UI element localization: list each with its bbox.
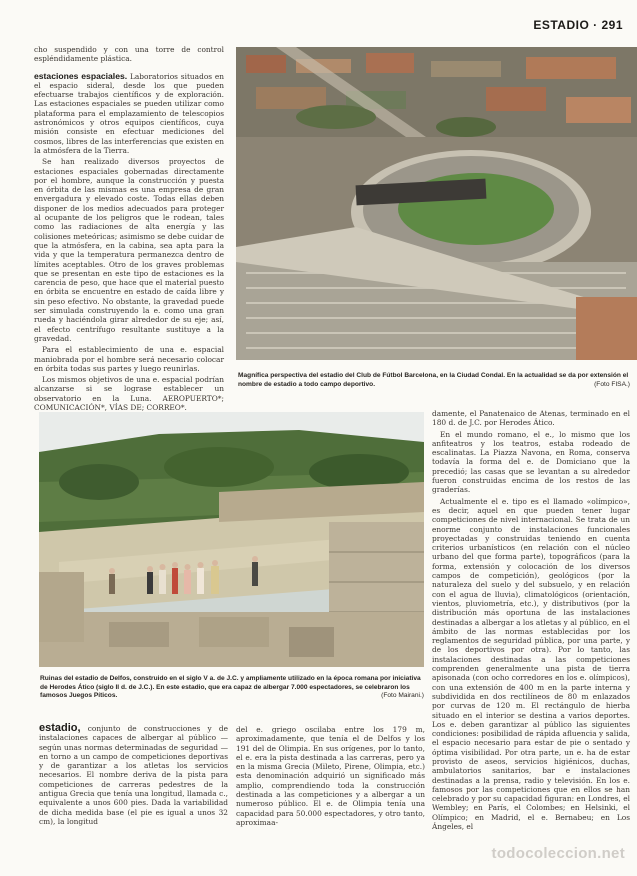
header-separator: · bbox=[593, 18, 602, 32]
stadium-aerial-photo bbox=[236, 47, 637, 360]
entry-estadio bbox=[39, 724, 228, 826]
stadium-aerial-credit: (Foto FISA.) bbox=[594, 380, 630, 388]
stadium-aerial-caption-text: Magnífica perspectiva del estadio del Club de Fútbol Barcelona, en la Ciudad Condal. En la actualidad se da por extensión el nombre de estadio a todo campo deportivo. bbox=[238, 372, 629, 388]
paragraph-3: Para el establecimiento de una e. espacial maniobrada por el hombre será necesario colocar en órbita todas sus partes y luego reunirlas. bbox=[34, 345, 224, 373]
right-paragraph-1: damente, el Panatenaico de Atenas, terminado en el 180 d. de J.C. por Herodes Ático. bbox=[432, 409, 630, 428]
left-column bbox=[34, 45, 224, 414]
stadium-aerial-image bbox=[236, 47, 637, 360]
bottom-left-column bbox=[39, 724, 228, 828]
keyword-estadio: estadio, bbox=[39, 722, 81, 734]
keyword-estaciones: estaciones espaciales. bbox=[34, 70, 128, 81]
page-header bbox=[533, 18, 623, 32]
stadium-aerial-caption bbox=[238, 372, 630, 389]
bottom-middle-text: del e. griego oscilaba entre los 179 m, aproximadamente, que tenía el de Delfos y los 191 del de Olimpia. En sus orígenes, por lo tanto, el e. era la pista destinada a las carreras, pero ya en la misma Grecia (Mileto, Pirene, Olimpia, etc.) esta denominación adquirió un significado más amplio, comprendiendo toda la construcción destinada a las competiciones y a albergar a un numeroso público. El e. de Olimpia tenía una capacidad para 50.000 espectadores, y otro tanto, aproximaa- bbox=[236, 725, 425, 827]
estaciones-text: Laboratorios situados en el espacio sideral, desde los que pueden efectuarse trabajos científicos y de exploración. Las estaciones espaciales se pueden utilizar como plataforma para el emplazamiento de telescopios astronómicos y otros equipos científicos, cuya misión consiste en efectuar mediciones del cosmos, libres de las interferencias que existen en la atmósfera de la Tierra. bbox=[34, 71, 225, 155]
right-column bbox=[432, 409, 630, 833]
watermark-logo: todocoleccion.net bbox=[491, 845, 625, 862]
paragraph-4: Los mismos objetivos de una e. espacial podrían alcanzarse si se lograse establecer un observatorio en la Luna. AEROPUERTO*; COMUNICACIÓN*, VÍAS DE; CORREO*. bbox=[34, 375, 224, 412]
delfos-caption-text: Ruinas del estadio de Delfos, construido en el siglo V a. de J.C. y ampliamente utilizado en la época romana por iniciativa de Herodes Ático (siglo II d. de J.C.). En este estadio, que era capaz de albergar 7.000 espectadores, se celebraron los famosos Juegos Píticos. bbox=[40, 675, 421, 700]
delfos-credit: (Foto Mairani.) bbox=[381, 692, 424, 700]
page-number: 291 bbox=[601, 18, 623, 32]
delfos-stadium-image bbox=[39, 412, 424, 667]
header-title: ESTADIO bbox=[533, 18, 590, 32]
entry-estaciones bbox=[34, 72, 224, 156]
paragraph-2: Se han realizado diversos proyectos de estaciones espaciales gobernadas directamente por el hombre, aunque la construcción y puesta en órbita de las mismas es una empresa de gran envergadura y elevado coste. Todas ellas deben disponer de los medios adecuados para proteger al ocupante de los peligros que le rodean, tales como las radiaciones de alta energía y las colisiones meteóricas; asimismo se debe cuidar de que la atmósfera, en la cabina, sea apta para la vida y que la temperatura permanezca dentro de límites aceptables. Otro de los graves problemas que se presentan en este tipo de estaciones es la carencia de peso, que hace que el material puesto en órbita se encuentre en estado de caída libre y sin peso efectivo. No obstante, la gravedad puede ser simulada construyendo la e. como una gran rueda y haciéndola girar alrededor de su eje; así, el efecto centrífugo resultante sustituye a la gravedad. bbox=[34, 157, 224, 343]
estadio-text: conjunto de construcciones y de instalaciones capaces de albergar al público — según unas normas determinadas de seguridad — en torno a un campo de competiciones deportivas y de garantizar a los atletas los servicios necesarios. El nombre deriva de la pista para competiciones de carreras pedestres de la antigua Grecia que tenía una longitud, llamada c., equivalente a unos 600 pies. Dada la variabilidad de dicha medida base (el pie es igual a unos 32 cm), la longitud bbox=[39, 724, 228, 826]
delfos-stadium-photo bbox=[39, 412, 424, 667]
delfos-caption bbox=[40, 675, 424, 701]
intro-text: cho suspendido y con una torre de control espléndidamente plástica. bbox=[34, 45, 224, 64]
bottom-middle-column bbox=[236, 725, 425, 829]
right-paragraph-3: Actualmente el e. tipo es el llamado «olímpico», es decir, aquel en que pueden tener lugar competiciones de nivel internacional. Se trata de un enorme conjunto de instalaciones funcionales proyectadas y construidas teniendo en cuenta criterios urbanísticos (en relación con el núcleo urbano del que forma parte), topográficos (para la forma, extensión y colocación de los diversos campos de competición), geológicos (por la naturaleza del suelo y del subsuelo, y en relación con el agua de lluvia), climatológicos (orientación, vientos, pluviometría, etc.), y distributivos (por la distribución más oportuna de las instalaciones destinadas a albergar a los atletas y al público, en el ámbito de las normas establecidas por los reglamentos de seguridad pública, por una parte, y de los deportivos por otra). Por lo tanto, las instalaciones destinadas a las competiciones comprenden generalmente una pista de tierra apisonada (con ocho corredores en los e. olímpicos), con una extensión de 400 m en la parte interna y subdividida en dos rectilíneos de 80 m enlazados por curvas de 120 m. El rectángulo de hierba situado en el interior se destina a varios deportes. Los e. deben garantizar al público las siguientes condiciones: posibilidad de rápida afluencia y salida, el espacio necesario para estar de pie o sentado y óptima visibilidad. Por otra parte, un e. ha de estar provisto de aseos, servicios higiénicos, duchas, ambulatorios sanitarios, bar e instalaciones destinadas a la prensa, radio y televisión. En los e. famosos por las competiciones que en ellos se han celebrado y por su capacidad figuran: en Londres, el Wembley; en París, el Colombes; en Helsinki, el Olímpico; en Madrid, el e. Bernabeu; en Los Ángeles, el bbox=[432, 496, 630, 832]
right-paragraph-2: En el mundo romano, el e., lo mismo que los anfiteatros y los teatros, estaba rodeado de escalinatas. La Piazza Navona, en Roma, conserva todavía la forma del e. de Domiciano que la precedió; las casas que se levantan a su alrededor fueron construidas encima de los restos de las graderías. bbox=[432, 429, 630, 495]
